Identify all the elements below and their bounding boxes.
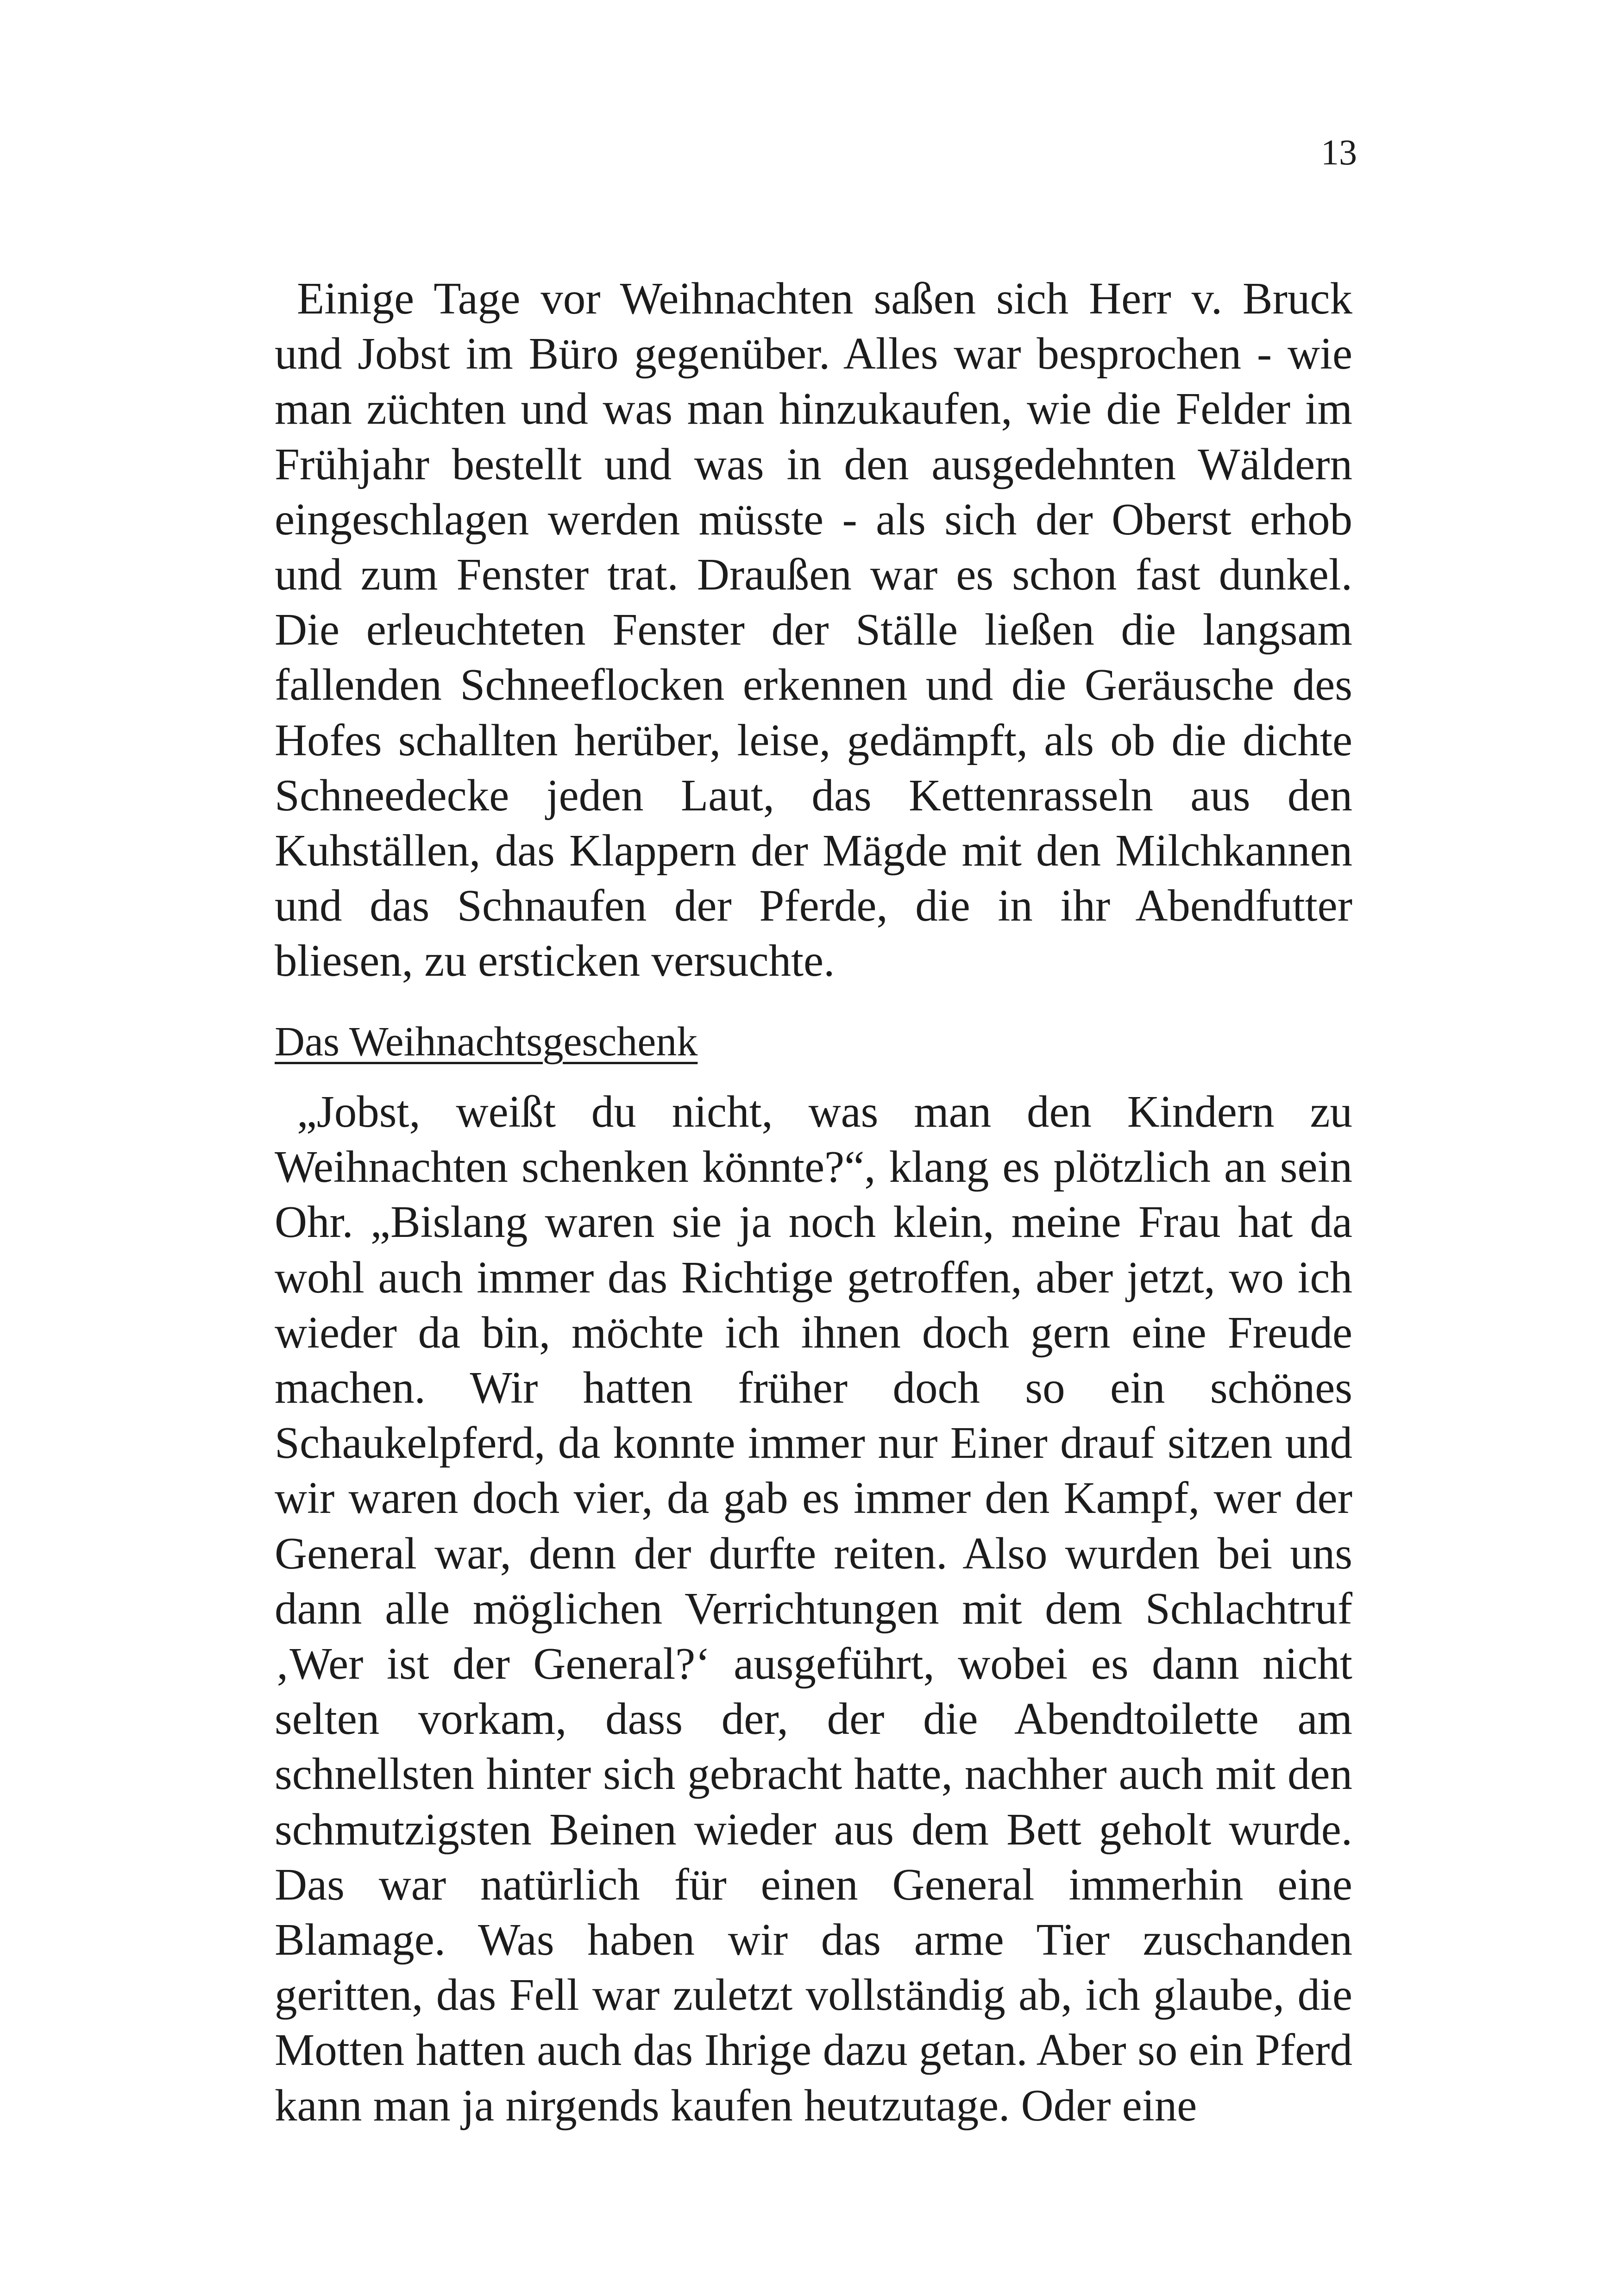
section-heading: Das Weihnachtsgeschenk bbox=[275, 1019, 698, 1065]
page-number: 13 bbox=[1321, 132, 1357, 172]
paragraph: Einige Tage vor Weihnachten saßen sich Herr v. Bruck und Jobst im Büro gegenüber. Alles war besprochen - wie man züchten und was man hinzukaufen, wie die Felder im Frühjahr bestellt und was in den ausgedehnten Wäldern eingeschlagen werden müsste - als sich der Oberst erhob und zum Fenster trat. Draußen war es schon fast dunkel. Die erleuchteten Fenster der Ställe ließen die langsam fallenden Schneeflocken erkennen und die Geräusche des Hofes schallten herüber, leise, gedämpft, als ob die dichte Schneedecke jeden Laut, das Kettenrasseln aus den Kuhställen, das Klappern der Mägde mit den Milchkannen und das Schnaufen der Pferde, die in ihr Abendfutter bliesen, zu ersticken versuchte. bbox=[275, 274, 1352, 986]
text-column bbox=[275, 271, 1352, 2133]
paragraph: „Jobst, weißt du nicht, was man den Kindern zu Weihnachten schenken könnte?“, klang es plötzlich an sein Ohr. „Bislang waren sie ja noch klein, meine Frau hat da wohl auch immer das Richtige getroffen, aber jetzt, wo ich wieder da bin, möchte ich ihnen doch gern eine Freude machen. Wir hatten früher doch so ein schönes Schaukelpferd, da konnte immer nur Einer drauf sitzen und wir waren doch vier, da gab es immer den Kampf, wer der General war, denn der durfte reiten. Also wurden bei uns dann alle möglichen Verrichtungen mit dem Schlachtruf ‚Wer ist der General?‘ ausgeführt, wobei es dann nicht selten vorkam, dass der, der die Abendtoilette am schnellsten hinter sich gebracht hatte, nachher auch mit den schmutzigsten Beinen wieder aus dem Bett geholt wurde. Das war natürlich für einen General immerhin eine Blamage. Was haben wir das arme Tier zuschanden geritten, das Fell war zuletzt vollständig ab, ich glaube, die Motten hatten auch das Ihrige dazu getan. Aber so ein Pferd kann man ja nirgends kaufen heutzutage. Oder eine bbox=[275, 1087, 1352, 2130]
